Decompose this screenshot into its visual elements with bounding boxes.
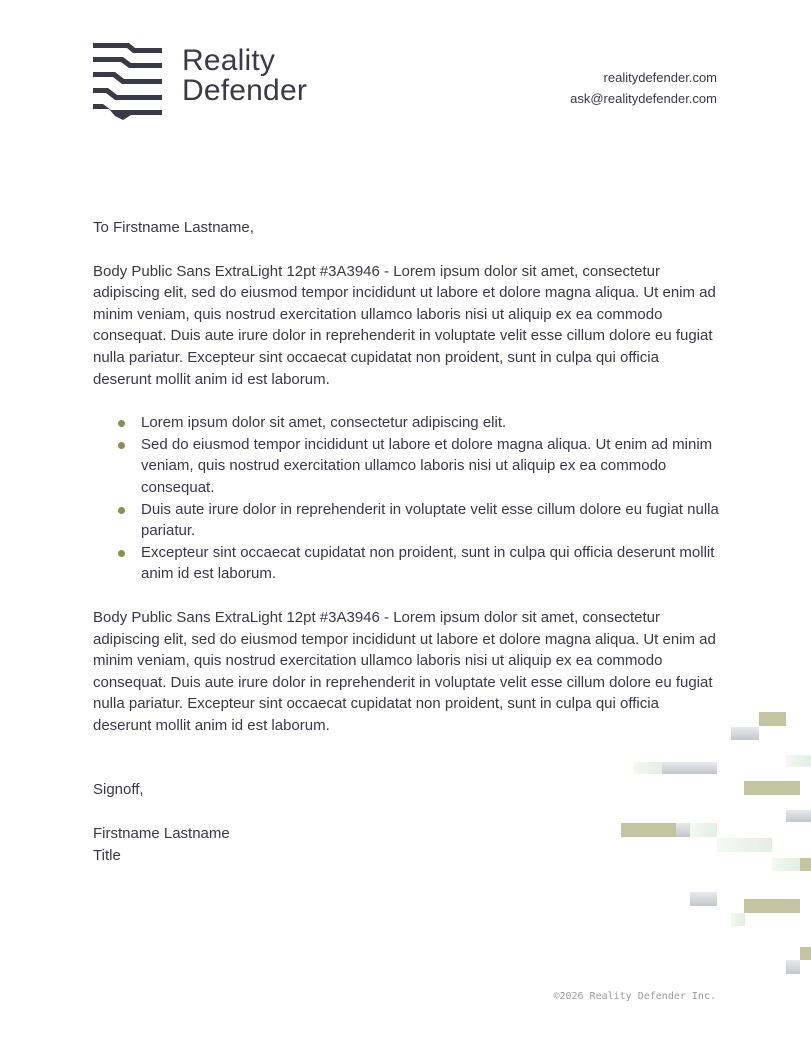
email-link[interactable]: ask@realitydefender.com [570, 91, 717, 106]
pixel-block [786, 960, 800, 974]
pixel-block [690, 892, 717, 906]
signer-name: Firstname Lastname [93, 825, 230, 843]
website-link[interactable]: realitydefender.com [603, 70, 717, 85]
pixel-block [800, 947, 811, 960]
signoff: Signoff, [93, 781, 144, 799]
body-paragraph-2: Body Public Sans ExtraLight 12pt #3A3946 - Lorem ipsum dolor sit amet, consectetur adipiscing elit, sed do eiusmod tempor incididunt ut labore et dolore magna aliqua. Ut enim ad minim veniam, quis nostrud exercitation ullamco laboris nisi ut aliquip ex ea commodo consequat. Duis aute irure dolor in reprehenderit in voluptate velit esse cillum dolore eu fugiat nulla pariatur. Excepteur sint occaecat cupidatat non proident, sunt in culpa qui officia deserunt mollit anim id est laborum. [93, 608, 716, 734]
brand-name-line2: Defender [182, 74, 308, 107]
list-item: Lorem ipsum dolor sit amet, consectetur adipiscing elit. [141, 412, 719, 434]
pixel-block [800, 858, 811, 871]
contact-info [570, 67, 717, 109]
bullet-list [93, 412, 719, 585]
pixel-block [786, 810, 811, 822]
greeting: To Firstname Lastname, [93, 219, 254, 236]
brand-logo [93, 42, 333, 122]
copyright-footer: ©2026 Reality Defender Inc. [553, 991, 716, 1002]
stacked-wave-stripes-icon [93, 42, 163, 120]
list-item: Excepteur sint occaecat cupidatat non proident, sunt in culpa qui officia deserunt mollit anim id est laborum. [141, 542, 719, 585]
list-item: Sed do eiusmod tempor incididunt ut labore et dolore magna aliqua. Ut enim ad minim veniam, quis nostrud exercitation ullamco laboris nisi ut aliquip ex ea commodo consequat. [141, 434, 719, 499]
list-item: Duis aute irure dolor in reprehenderit in voluptate velit esse cillum dolore eu fugiat nulla pariatur. [141, 499, 719, 542]
pixel-block [744, 899, 800, 913]
brand-name [182, 46, 307, 106]
signer-title: Title [93, 846, 121, 864]
pixel-block [717, 838, 772, 852]
brand-name-line1: Reality [182, 44, 276, 77]
letter-body [93, 217, 719, 866]
pixel-block [731, 913, 745, 926]
pixel-block [759, 712, 786, 726]
body-paragraph-1: Body Public Sans ExtraLight 12pt #3A3946 - Lorem ipsum dolor sit amet, consectetur adipiscing elit, sed do eiusmod tempor incididunt ut labore et dolore magna aliqua. Ut enim ad minim veniam, quis nostrud exercitation ullamco laboris nisi ut aliquip ex ea commodo consequat. Duis aute irure dolor in reprehenderit in voluptate velit esse cillum dolore eu fugiat nulla pariatur. Excepteur sint occaecat cupidatat non proident, sunt in culpa qui officia deserunt mollit anim id est laborum. [93, 262, 716, 388]
pixel-block [772, 858, 800, 871]
pixel-block [786, 755, 811, 767]
pixel-block [744, 781, 800, 795]
pixel-block [731, 727, 759, 740]
